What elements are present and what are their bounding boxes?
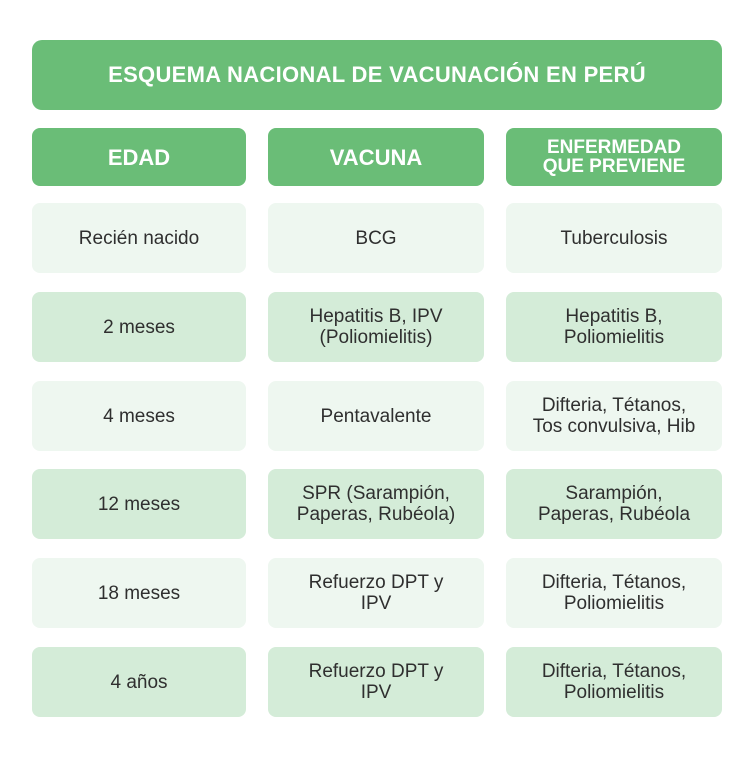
row-3-vacuna-line-1: SPR (Sarampión, [302,483,450,504]
row-3-edad: 12 meses [32,469,246,539]
row-3-enfermedad-line-1: Sarampión, [565,483,663,504]
row-3-enfermedad [506,469,722,539]
row-0-enfermedad-line-1: Tuberculosis [560,227,668,249]
header-enfermedad-line-1: ENFERMEDAD [546,137,682,158]
row-2-enfermedad [506,381,722,451]
row-5-vacuna-line-1: Refuerzo DPT y [308,661,444,682]
row-0-vacuna-line-1: BCG [355,227,397,249]
row-4-vacuna [268,558,484,628]
row-0-vacuna [268,203,484,273]
row-4-vacuna-line-2: IPV [360,593,392,614]
row-2-vacuna-line-1: Pentavalente [320,405,432,427]
row-5-enfermedad [506,647,722,717]
row-2-enfermedad-line-2: Tos convulsiva, Hib [532,416,696,437]
row-1-enfermedad [506,292,722,362]
row-0-edad: Recién nacido [32,203,246,273]
header-vacuna: VACUNA [268,128,484,186]
row-2-vacuna [268,381,484,451]
row-1-vacuna-line-2: (Poliomielitis) [319,327,433,348]
row-5-edad: 4 años [32,647,246,717]
row-4-edad: 18 meses [32,558,246,628]
row-4-enfermedad-line-1: Difteria, Tétanos, [541,572,687,593]
row-1-edad: 2 meses [32,292,246,362]
row-4-enfermedad [506,558,722,628]
row-5-vacuna [268,647,484,717]
header-enfermedad-line-2: QUE PREVIENE [542,156,686,177]
header-edad: EDAD [32,128,246,186]
row-1-enfermedad-line-1: Hepatitis B, [565,306,663,327]
row-3-vacuna [268,469,484,539]
row-3-vacuna-line-2: Paperas, Rubéola) [296,504,456,525]
row-4-enfermedad-line-2: Poliomielitis [563,593,665,614]
row-1-enfermedad-line-2: Poliomielitis [563,327,665,348]
row-1-vacuna [268,292,484,362]
row-3-enfermedad-line-2: Paperas, Rubéola [537,504,691,525]
row-5-vacuna-line-2: IPV [360,682,392,703]
row-5-enfermedad-line-2: Poliomielitis [563,682,665,703]
row-2-edad: 4 meses [32,381,246,451]
page-title: ESQUEMA NACIONAL DE VACUNACIÓN EN PERÚ [32,40,722,110]
row-0-enfermedad [506,203,722,273]
row-4-vacuna-line-1: Refuerzo DPT y [308,572,444,593]
header-enfermedad [506,128,722,186]
row-2-enfermedad-line-1: Difteria, Tétanos, [541,395,687,416]
row-5-enfermedad-line-1: Difteria, Tétanos, [541,661,687,682]
row-1-vacuna-line-1: Hepatitis B, IPV [309,306,443,327]
